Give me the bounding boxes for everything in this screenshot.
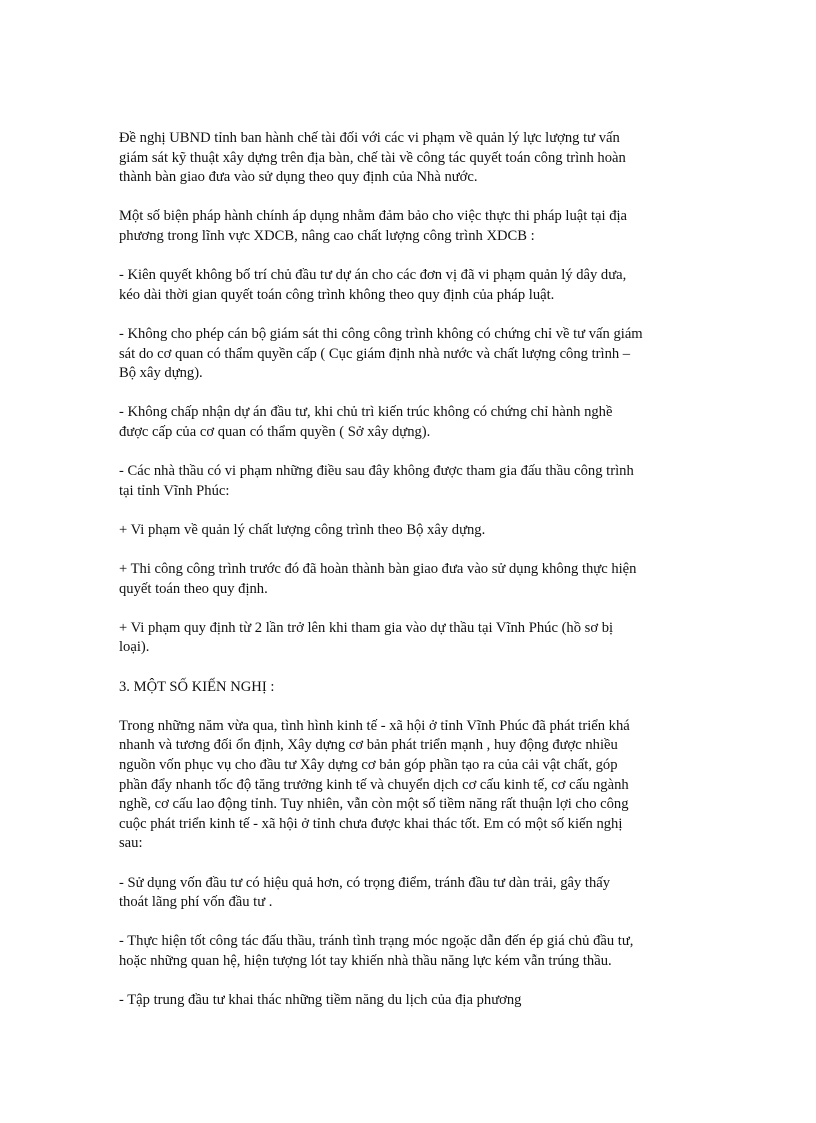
list-item-architect-certificate: - Không chấp nhận dự án đầu tư, khi chủ trì kiến trúc không có chứng chỉ hành nghề được cấp của cơ quan có thẩm quyền ( Sở xây dựng). [119,404,613,440]
list-item-supervisor-certificate: - Không cho phép cán bộ giám sát thi công công trình không có chứng chỉ về tư vấn giám sát do cơ quan có thẩm quyền cấp ( Cục giám định nhà nước và chất lượng công trình – Bộ xây dựng). [119,325,643,382]
paragraph-economic-context: Trong những năm vừa qua, tình hình kinh tế - xã hội ở tỉnh Vĩnh Phúc đã phát triển khá nhanh và tương đối ổn định, Xây dựng cơ bản phát triển mạnh , huy động được nhiều nguồn vốn phục vụ cho đầu tư Xây dựng cơ bản góp phần tạo ra của cải vật chất, góp phần đẩy nhanh tốc độ tăng trưởng kinh tế và chuyển dịch cơ cấu kinh tế, cơ cấu ngành nghề, cơ cấu lao động tỉnh. Tuy nhiên, vẫn còn một số tiềm năng rất thuận lợi cho công cuộc phát triển kinh tế - xã hội ở tỉnh chưa được khai thác tốt. Em có một số kiến nghị sau: [119,717,630,852]
paragraph-administrative-measures: Một số biện pháp hành chính áp dụng nhằm đảm bảo cho việc thực thi pháp luật tại địa phương trong lĩnh vực XDCB, nâng cao chất lượng công trình XDCB : [119,208,628,244]
list-item-bidding-process: - Thực hiện tốt công tác đấu thầu, tránh tình trạng móc ngoặc dẫn đến ép giá chủ đầu tư, hoặc những quan hệ, hiện tượng lót tay khiến nhà thầu năng lực kém vẫn trúng thầu. [119,933,634,969]
sub-item-quality-violation: + Vi phạm về quản lý chất lượng công trình theo Bộ xây dựng. [119,521,486,538]
list-item-tourism-potential: - Tập trung đầu tư khai thác những tiềm năng du lịch của địa phương [119,992,522,1009]
list-item-efficient-capital: - Sử dụng vốn đầu tư có hiệu quả hơn, có trọng điểm, tránh đầu tư dàn trải, gây thấy thoát lãng phí vốn đầu tư . [119,874,611,911]
sub-item-repeat-violation: + Vi phạm quy định từ 2 lần trở lên khi tham gia vào dự thầu tại Vĩnh Phúc (hồ sơ bị loại). [119,619,614,656]
list-item-investor-assignment: - Kiên quyết không bố trí chủ đầu tư dự án cho các đơn vị đã vi phạm quản lý dây dưa, kéo dài thời gian quyết toán công trình không theo quy định của pháp luật. [119,267,627,303]
paragraph-sanctions-proposal: Đề nghị UBND tỉnh ban hành chế tài đối với các vi phạm về quản lý lực lượng tư vấn giám sát kỹ thuật xây dựng trên địa bàn, chế tài về công tác quyết toán công trình hoàn thành bàn giao đưa vào sử dụng theo quy định của Nhà nước. [119,130,626,186]
section-heading-recommendations: 3. MỘT SỐ KIẾN NGHỊ : [119,678,275,695]
list-item-contractor-ban: - Các nhà thầu có vi phạm những điều sau đây không được tham gia đấu thầu công trình tại tỉnh Vĩnh Phúc: [119,463,634,499]
sub-item-settlement-violation: + Thi công công trình trước đó đã hoàn thành bàn giao đưa vào sử dụng không thực hiện quyết toán theo quy định. [119,561,637,597]
document-body [119,129,699,1030]
